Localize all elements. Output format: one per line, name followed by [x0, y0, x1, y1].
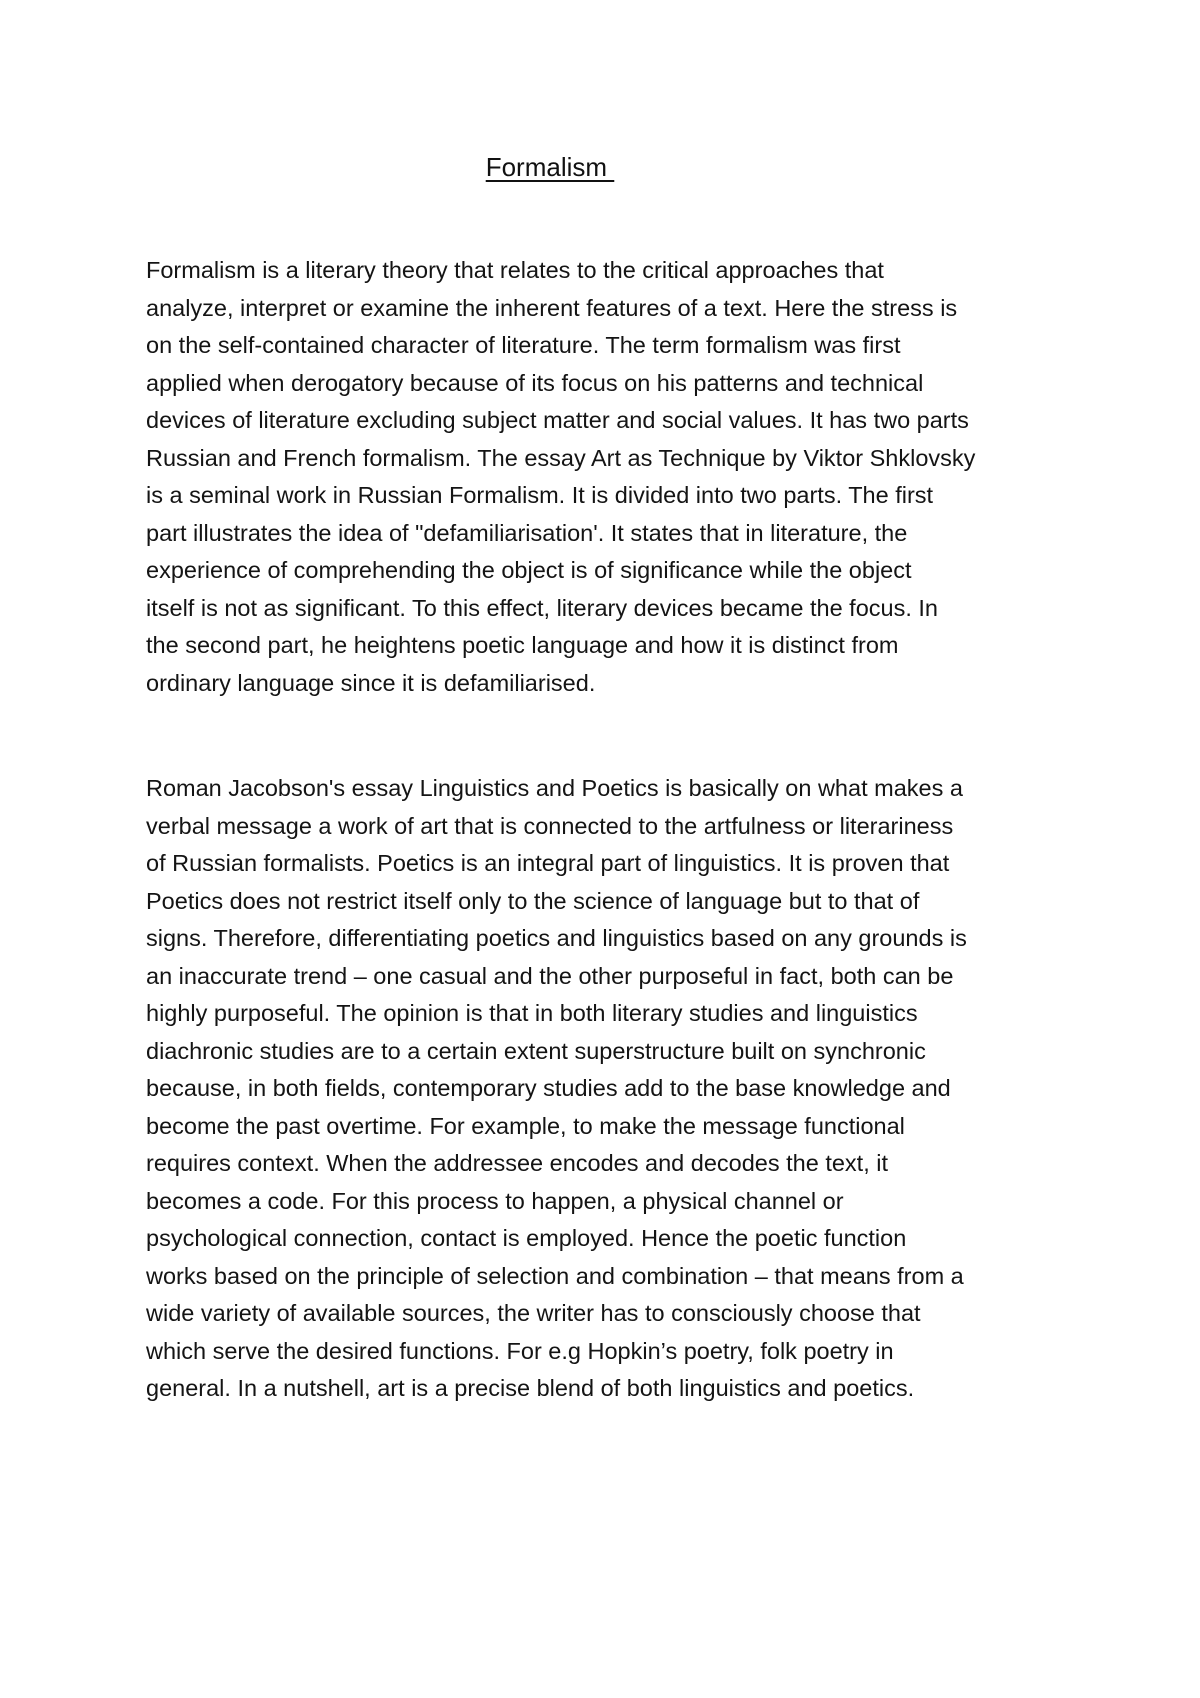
paragraph-line: diachronic studies are to a certain extent superstructure built on synchronic — [146, 1037, 926, 1064]
paragraph-line: on the self-contained character of literature. The term formalism was first — [146, 332, 901, 358]
paragraph-jacobson — [146, 770, 1076, 1408]
paragraph-line: applied when derogatory because of its focus on his patterns and technical — [146, 369, 924, 396]
paragraph-line: psychological connection, contact is employed. Hence the poetic function — [146, 1225, 907, 1251]
paragraph-line: devices of literature excluding subject matter and social values. It has two parts — [146, 407, 969, 433]
paragraph-line: itself is not as significant. To this effect, literary devices became the focus. In — [146, 594, 938, 621]
paragraph-line: because, in both fields, contemporary studies add to the base knowledge and — [146, 1075, 951, 1101]
paragraph-line: general. In a nutshell, art is a precise blend of both linguistics and poetics. — [146, 1375, 915, 1401]
paragraph-line: requires context. When the addressee encodes and decodes the text, it — [146, 1150, 889, 1176]
paragraph-line: become the past overtime. For example, to make the message functional — [146, 1112, 905, 1139]
paragraph-line: of Russian formalists. Poetics is an integral part of linguistics. It is proven that — [146, 850, 950, 876]
paragraph-line: which serve the desired functions. For e.g Hopkin’s poetry, folk poetry in — [146, 1337, 894, 1364]
paragraph-line: analyze, interpret or examine the inherent features of a text. Here the stress is — [146, 294, 958, 321]
paragraph-line: works based on the principle of selection and combination – that means from a — [146, 1262, 964, 1289]
paragraph-line: Poetics does not restrict itself only to the science of language but to that of — [146, 887, 920, 914]
paragraph-line: Roman Jacobson's essay Linguistics and Poetics is basically on what makes a — [146, 775, 963, 801]
paragraph-line: signs. Therefore, differentiating poetics and linguistics based on any grounds is — [146, 925, 967, 951]
paragraph-line: highly purposeful. The opinion is that in both literary studies and linguistics — [146, 1000, 918, 1026]
paragraph-line: part illustrates the idea of "defamiliarisation'. It states that in literature, the — [146, 519, 908, 546]
paragraph-line: Formalism is a literary theory that relates to the critical approaches that — [146, 257, 884, 283]
paragraph-line: is a seminal work in Russian Formalism. It is divided into two parts. The first — [146, 482, 934, 508]
paragraph-line: the second part, he heightens poetic language and how it is distinct from — [146, 632, 899, 658]
paragraph-line: Russian and French formalism. The essay Art as Technique by Viktor Shklovsky — [146, 444, 976, 471]
paragraph-formalism-intro — [146, 252, 1076, 702]
paragraph-line: an inaccurate trend – one casual and the other purposeful in fact, both can be — [146, 962, 954, 989]
paragraph-line: experience of comprehending the object is of significance while the object — [146, 557, 912, 583]
paragraph-line: ordinary language since it is defamiliarised. — [146, 669, 596, 696]
paragraph-line: becomes a code. For this process to happen, a physical channel or — [146, 1187, 844, 1214]
document-title: Formalism — [485, 152, 615, 182]
paragraph-line: wide variety of available sources, the writer has to consciously choose that — [146, 1300, 921, 1326]
paragraph-line: verbal message a work of art that is connected to the artfulness or literariness — [146, 812, 954, 839]
